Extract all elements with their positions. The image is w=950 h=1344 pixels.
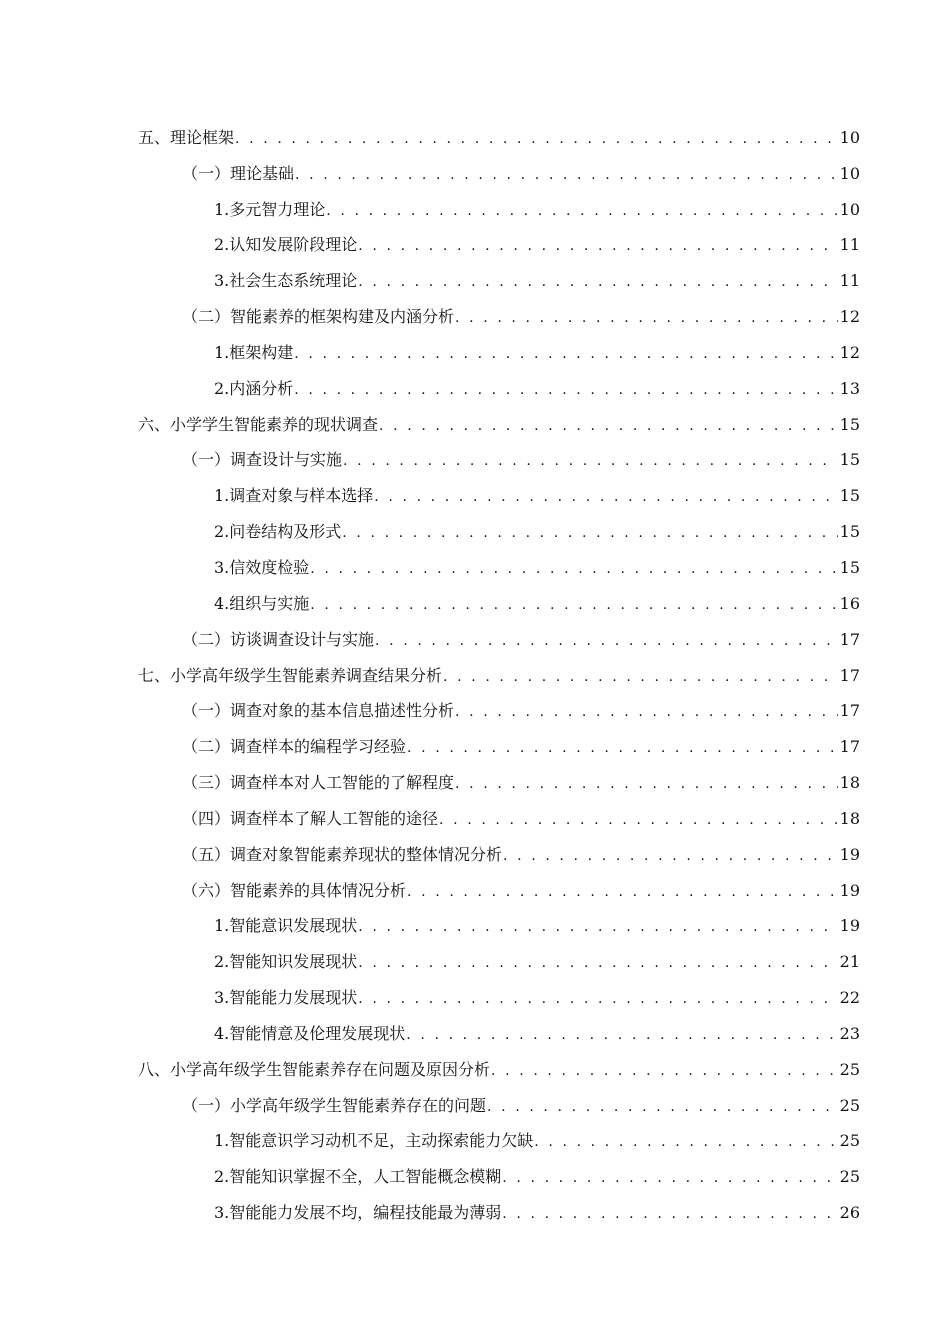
toc-entry-title: （一）小学高年级学生智能素养存在的问题 xyxy=(182,1095,487,1115)
toc-entry[interactable] xyxy=(138,1187,860,1223)
toc-entry-title: 3.社会生态系统理论 xyxy=(214,271,358,291)
dot-leader xyxy=(358,918,837,936)
toc-entry[interactable] xyxy=(138,1008,860,1044)
toc-entry-page: 16 xyxy=(839,593,860,613)
dot-leader xyxy=(295,166,838,184)
toc-entry-title: （二）智能素养的框架构建及内涵分析 xyxy=(182,307,455,327)
toc-entry[interactable] xyxy=(138,972,860,1008)
toc-entry[interactable] xyxy=(138,901,860,937)
toc-entry-title: （三）调查样本对人工智能的了解程度 xyxy=(182,773,455,793)
toc-entry-page: 17 xyxy=(839,737,860,757)
toc-entry-page: 17 xyxy=(839,629,860,649)
toc-entry-page: 15 xyxy=(839,414,860,434)
toc-entry-page: 26 xyxy=(839,1203,860,1223)
toc-entry-page: 23 xyxy=(839,1023,860,1043)
toc-entry[interactable] xyxy=(138,291,860,327)
toc-entry[interactable] xyxy=(138,757,860,793)
dot-leader xyxy=(374,488,837,506)
toc-entry-page: 17 xyxy=(839,701,860,721)
toc-entry[interactable] xyxy=(138,936,860,972)
toc-entry-page: 15 xyxy=(839,450,860,470)
toc-entry-title: 八、小学高年级学生智能素养存在问题及原因分析 xyxy=(138,1059,491,1079)
toc-entry[interactable] xyxy=(138,614,860,650)
toc-entry[interactable] xyxy=(138,650,860,686)
toc-entry-title: 2.内涵分析 xyxy=(214,378,294,398)
toc-entry-title: 1.智能意识发展现状 xyxy=(214,916,358,936)
toc-entry-title: 1.多元智力理论 xyxy=(214,199,326,219)
toc-entry-title: 五、理论框架 xyxy=(138,127,235,147)
dot-leader xyxy=(342,524,837,542)
dot-leader xyxy=(358,273,837,291)
toc-entry-title: 2.问卷结构及形式 xyxy=(214,522,342,542)
toc-entry-title: 4.智能情意及伦理发展现状 xyxy=(214,1023,406,1043)
toc-entry[interactable] xyxy=(138,865,860,901)
dot-leader xyxy=(503,847,838,865)
dot-leader xyxy=(455,775,838,793)
toc-entry[interactable] xyxy=(138,1151,860,1187)
dot-leader xyxy=(502,1205,837,1223)
dot-leader xyxy=(406,1026,837,1044)
toc-entry-page: 17 xyxy=(839,665,860,685)
toc-entry-title: 1.框架构建 xyxy=(214,342,294,362)
toc-entry[interactable] xyxy=(138,220,860,256)
dot-leader xyxy=(310,560,837,578)
toc-entry-title: 2.认知发展阶段理论 xyxy=(214,235,358,255)
toc-entry-title: 2.智能知识发展现状 xyxy=(214,952,358,972)
toc-entry[interactable] xyxy=(138,363,860,399)
toc-entry-title: （四）调查样本了解人工智能的途径 xyxy=(182,808,439,828)
toc-entry[interactable] xyxy=(138,1116,860,1152)
toc-entry-page: 25 xyxy=(839,1059,860,1079)
toc-entry[interactable] xyxy=(138,255,860,291)
toc-entry-page: 11 xyxy=(839,271,860,291)
dot-leader xyxy=(358,237,837,255)
toc-entry-title: （五）调查对象智能素养现状的整体情况分析 xyxy=(182,844,503,864)
toc-entry-page: 25 xyxy=(839,1131,860,1151)
toc-entry-title: 2.智能知识掌握不全，人工智能概念模糊 xyxy=(214,1167,502,1187)
toc-entry-page: 10 xyxy=(839,199,860,219)
toc-entry[interactable] xyxy=(138,1044,860,1080)
toc-entry[interactable] xyxy=(138,686,860,722)
toc-entry-title: 3.智能能力发展不均，编程技能最为薄弱 xyxy=(214,1203,502,1223)
toc-entry-page: 19 xyxy=(839,844,860,864)
toc-entry-page: 21 xyxy=(839,952,860,972)
toc-entry-title: （二）调查样本的编程学习经验 xyxy=(182,737,407,757)
dot-leader xyxy=(407,883,838,901)
dot-leader xyxy=(235,130,838,148)
toc-entry-page: 18 xyxy=(839,773,860,793)
dot-leader xyxy=(455,703,838,721)
dot-leader xyxy=(491,1062,838,1080)
dot-leader xyxy=(443,668,838,686)
dot-leader xyxy=(294,345,837,363)
toc-entry[interactable] xyxy=(138,112,860,148)
toc-entry[interactable] xyxy=(138,148,860,184)
dot-leader xyxy=(343,452,838,470)
toc-entry-page: 12 xyxy=(839,307,860,327)
toc-entry[interactable] xyxy=(138,578,860,614)
toc-entry[interactable] xyxy=(138,829,860,865)
toc-entry-page: 10 xyxy=(839,127,860,147)
dot-leader xyxy=(358,990,837,1008)
toc-entry-page: 15 xyxy=(839,486,860,506)
toc-entry-page: 11 xyxy=(839,235,860,255)
dot-leader xyxy=(455,309,838,327)
toc-entry-page: 15 xyxy=(839,557,860,577)
toc-entry-title: 4.组织与实施 xyxy=(214,593,310,613)
toc-entry-title: 1.智能意识学习动机不足，主动探索能力欠缺 xyxy=(214,1131,534,1151)
table-of-contents xyxy=(138,112,860,1223)
dot-leader xyxy=(407,739,838,757)
toc-entry-title: 六、小学学生智能素养的现状调查 xyxy=(138,414,379,434)
toc-entry[interactable] xyxy=(138,721,860,757)
toc-entry-page: 25 xyxy=(839,1167,860,1187)
toc-entry-page: 25 xyxy=(839,1095,860,1115)
toc-entry-page: 13 xyxy=(839,378,860,398)
toc-entry-title: 七、小学高年级学生智能素养调查结果分析 xyxy=(138,665,443,685)
toc-entry[interactable] xyxy=(138,506,860,542)
toc-entry-page: 12 xyxy=(839,342,860,362)
dot-leader xyxy=(502,1169,837,1187)
dot-leader xyxy=(358,954,837,972)
toc-entry-page: 10 xyxy=(839,163,860,183)
dot-leader xyxy=(534,1133,837,1151)
toc-entry-page: 19 xyxy=(839,880,860,900)
dot-leader xyxy=(439,811,838,829)
dot-leader xyxy=(326,202,837,220)
toc-entry[interactable] xyxy=(138,435,860,471)
toc-entry[interactable] xyxy=(138,1080,860,1116)
toc-entry-title: （一）理论基础 xyxy=(182,163,295,183)
toc-entry-title: （二）访谈调查设计与实施 xyxy=(182,629,375,649)
toc-entry[interactable] xyxy=(138,470,860,506)
toc-entry-page: 18 xyxy=(839,808,860,828)
dot-leader xyxy=(294,381,837,399)
dot-leader xyxy=(375,632,838,650)
dot-leader xyxy=(487,1098,838,1116)
toc-entry-page: 19 xyxy=(839,916,860,936)
toc-entry-title: 1.调查对象与样本选择 xyxy=(214,486,374,506)
toc-entry-page: 15 xyxy=(839,522,860,542)
toc-entry[interactable] xyxy=(138,399,860,435)
toc-entry[interactable] xyxy=(138,793,860,829)
toc-entry[interactable] xyxy=(138,542,860,578)
toc-entry-page: 22 xyxy=(839,988,860,1008)
toc-entry-title: （六）智能素养的具体情况分析 xyxy=(182,880,407,900)
toc-entry-title: 3.信效度检验 xyxy=(214,557,310,577)
dot-leader xyxy=(310,596,837,614)
toc-entry[interactable] xyxy=(138,184,860,220)
toc-entry-title: 3.智能能力发展现状 xyxy=(214,988,358,1008)
dot-leader xyxy=(379,417,838,435)
toc-entry-title: （一）调查对象的基本信息描述性分析 xyxy=(182,701,455,721)
toc-entry[interactable] xyxy=(138,327,860,363)
toc-entry-title: （一）调查设计与实施 xyxy=(182,450,343,470)
